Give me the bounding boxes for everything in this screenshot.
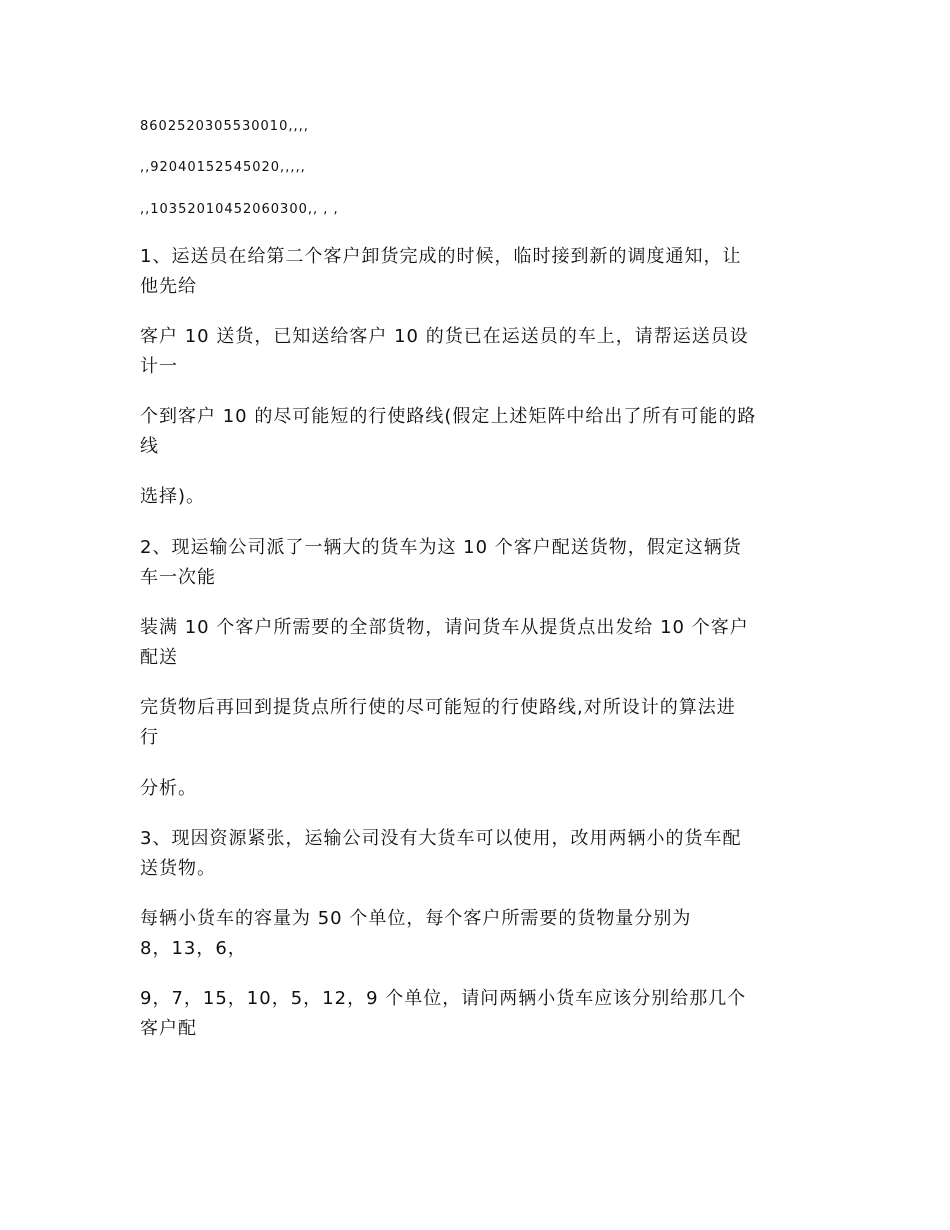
question-2-line-3: 装满 10 个客户所需要的全部货物，请问货车从提货点出发给 10 个客户 — [140, 617, 749, 638]
question-3-line-3: 每辆小货车的容量为 50 个单位，每个客户所需要的货物量分别为 — [140, 908, 692, 929]
question-1-line-6: 线 — [140, 436, 159, 457]
question-1-line-2: 他先给 — [140, 276, 197, 297]
question-2-line-7: 分析。 — [140, 778, 197, 799]
question-2-line-1: 2、现运输公司派了一辆大的货车为这 10 个客户配送货物，假定这辆货 — [140, 537, 742, 558]
question-1-line-1: 1、运送员在给第二个客户卸货完成的时候，临时接到新的调度通知，让 — [140, 246, 742, 267]
question-1-line-5: 个到客户 10 的尽可能短的行使路线(假定上述矩阵中给出了所有可能的路 — [140, 406, 757, 427]
question-3-line-6: 客户配 — [140, 1018, 197, 1039]
data-row-2: ,,92040152545020,,,,, — [140, 160, 306, 175]
question-1-line-7: 选择)。 — [140, 486, 206, 507]
question-3-line-4: 8，13，6， — [140, 938, 247, 959]
question-2-line-2: 车一次能 — [140, 567, 216, 588]
question-3-line-2: 送货物。 — [140, 858, 216, 879]
question-1-line-4: 计一 — [140, 356, 178, 377]
question-2-line-6: 行 — [140, 727, 159, 748]
question-1-line-3: 客户 10 送货，已知送给客户 10 的货已在运送员的车上，请帮运送员设 — [140, 326, 749, 347]
data-row-3: ,,10352010452060300,, , , — [140, 202, 339, 217]
question-3-line-1: 3、现因资源紧张，运输公司没有大货车可以使用，改用两辆小的货车配 — [140, 828, 742, 849]
question-2-line-4: 配送 — [140, 647, 178, 668]
question-3-line-5: 9，7，15，10，5，12，9 个单位，请问两辆小货车应该分别给那几个 — [140, 988, 747, 1009]
question-2-line-5: 完货物后再回到提货点所行使的尽可能短的行使路线,对所设计的算法进 — [140, 697, 736, 718]
data-row-1: 8602520305530010,,,, — [140, 119, 309, 134]
